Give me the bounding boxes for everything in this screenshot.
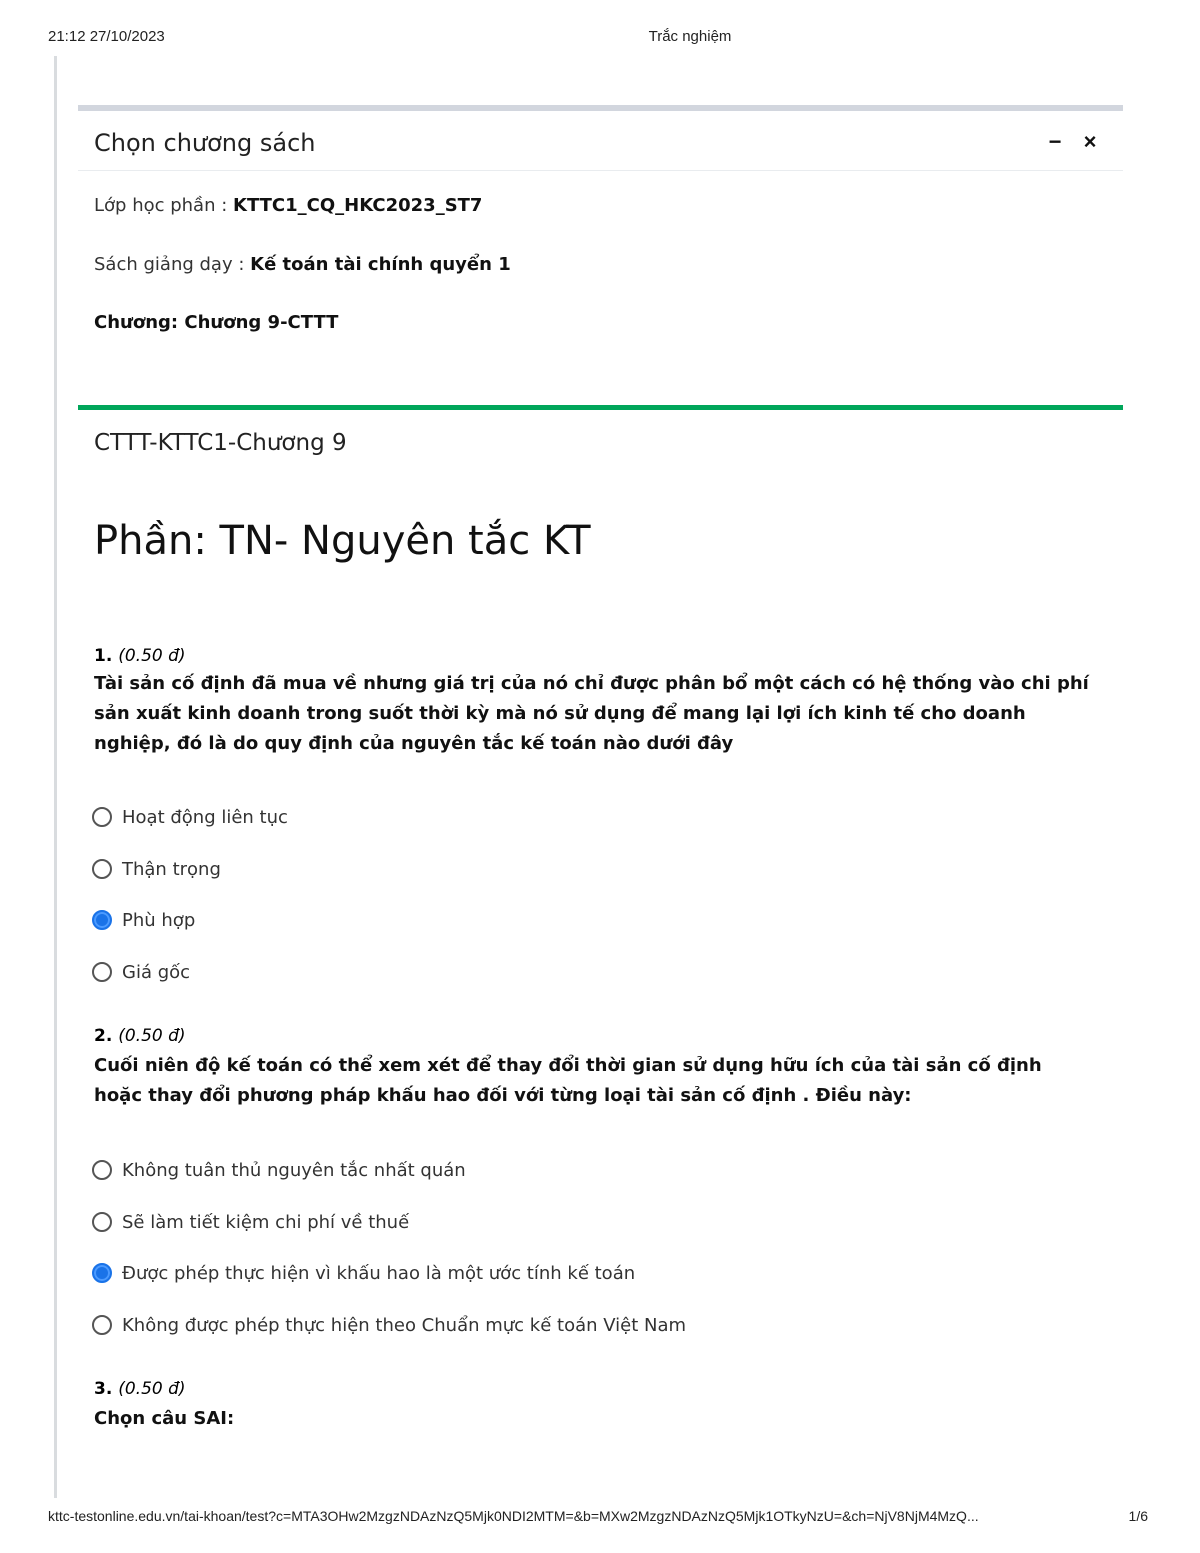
option-label: Không tuân thủ nguyên tắc nhất quán xyxy=(122,1159,466,1181)
radio-icon[interactable] xyxy=(92,1160,112,1180)
radio-checked-icon[interactable] xyxy=(92,1263,112,1283)
chapter-select-card xyxy=(78,105,1123,355)
q2-option-3[interactable] xyxy=(92,1261,635,1285)
print-page-title: Trắc nghiệm xyxy=(648,28,732,45)
section-title: Phần: TN- Nguyên tắc KT xyxy=(94,518,591,564)
chapter-label: Chương: xyxy=(94,312,185,333)
radio-icon[interactable] xyxy=(92,859,112,879)
print-header xyxy=(0,28,1200,48)
q1-option-2[interactable] xyxy=(92,857,221,881)
question-1-points: (0.50 đ) xyxy=(118,646,186,666)
print-datetime: 21:12 27/10/2023 xyxy=(48,28,165,45)
question-3-points: (0.50 đ) xyxy=(118,1379,186,1399)
book-label: Sách giảng dạy : xyxy=(94,254,251,275)
option-label: Được phép thực hiện vì khấu hao là một ước tính kế toán xyxy=(122,1262,636,1284)
chapter-info xyxy=(94,312,338,333)
class-value: KTTC1_CQ_HKC2023_ST7 xyxy=(233,195,483,216)
content-left-border xyxy=(54,56,57,1498)
q1-option-3[interactable] xyxy=(92,908,195,932)
question-3-text: Chọn câu SAI: xyxy=(94,1408,235,1429)
option-label: Thận trọng xyxy=(122,858,221,880)
minimize-icon[interactable]: − xyxy=(1048,129,1062,154)
q2-option-2[interactable] xyxy=(92,1210,409,1234)
q1-option-4[interactable] xyxy=(92,960,190,984)
chapter-card-title: Chọn chương sách xyxy=(94,129,316,157)
radio-icon[interactable] xyxy=(92,962,112,982)
option-label: Không được phép thực hiện theo Chuẩn mực kế toán Việt Nam xyxy=(122,1314,687,1336)
class-info xyxy=(94,195,482,216)
radio-checked-icon[interactable] xyxy=(92,910,112,930)
q2-option-1[interactable] xyxy=(92,1158,466,1182)
question-3-number: 3. (0.50 đ) xyxy=(94,1379,186,1399)
class-label: Lớp học phần : xyxy=(94,195,234,216)
option-label: Phù hợp xyxy=(122,909,196,931)
question-2-number: 2. (0.50 đ) xyxy=(94,1026,186,1046)
question-1-number: 1. (0.50 đ) xyxy=(94,646,186,666)
chapter-card-header xyxy=(78,111,1123,171)
radio-icon[interactable] xyxy=(92,1315,112,1335)
q2-option-4[interactable] xyxy=(92,1313,686,1337)
print-url: kttc-testonline.edu.vn/tai-khoan/test?c=MTA3OHw2MzgzNDAzNzQ5Mjk0NDI2MTM=&b=MXw2MzgzNDAzNzQ5Mjk1OTkyNzU=&ch=NjV8NjM4MzQ... xyxy=(48,1508,979,1524)
test-card xyxy=(78,405,1123,1498)
test-title: CTTT-KTTC1-Chương 9 xyxy=(94,430,347,456)
chapter-value: Chương 9-CTTT xyxy=(184,312,339,333)
book-info xyxy=(94,254,511,275)
radio-icon[interactable] xyxy=(92,1212,112,1232)
question-2-points: (0.50 đ) xyxy=(118,1026,186,1046)
question-1-text: Tài sản cố định đã mua về nhưng giá trị của nó chỉ được phân bổ một cách có hệ thống vào chi phí sản xuất kinh doanh trong suốt thời kỳ mà nó sử dụng để mang lại lợi ích kinh tế cho doanh nghiệp, đó là do quy định của nguyên tắc kế toán nào dưới đây xyxy=(94,673,1089,754)
book-value: Kế toán tài chính quyển 1 xyxy=(250,254,511,275)
option-label: Sẽ làm tiết kiệm chi phí về thuế xyxy=(122,1211,410,1233)
question-2-text: Cuối niên độ kế toán có thể xem xét để thay đổi thời gian sử dụng hữu ích của tài sản cố định hoặc thay đổi phương pháp khấu hao đối với từng loại tài sản cố định . Điều này: xyxy=(94,1055,1042,1106)
close-icon[interactable]: × xyxy=(1083,129,1097,154)
option-label: Hoạt động liên tục xyxy=(122,806,288,828)
print-footer xyxy=(0,1508,1200,1528)
option-label: Giá gốc xyxy=(122,961,191,983)
radio-icon[interactable] xyxy=(92,807,112,827)
print-page-number: 1/6 xyxy=(1128,1508,1148,1524)
q1-option-1[interactable] xyxy=(92,805,288,829)
